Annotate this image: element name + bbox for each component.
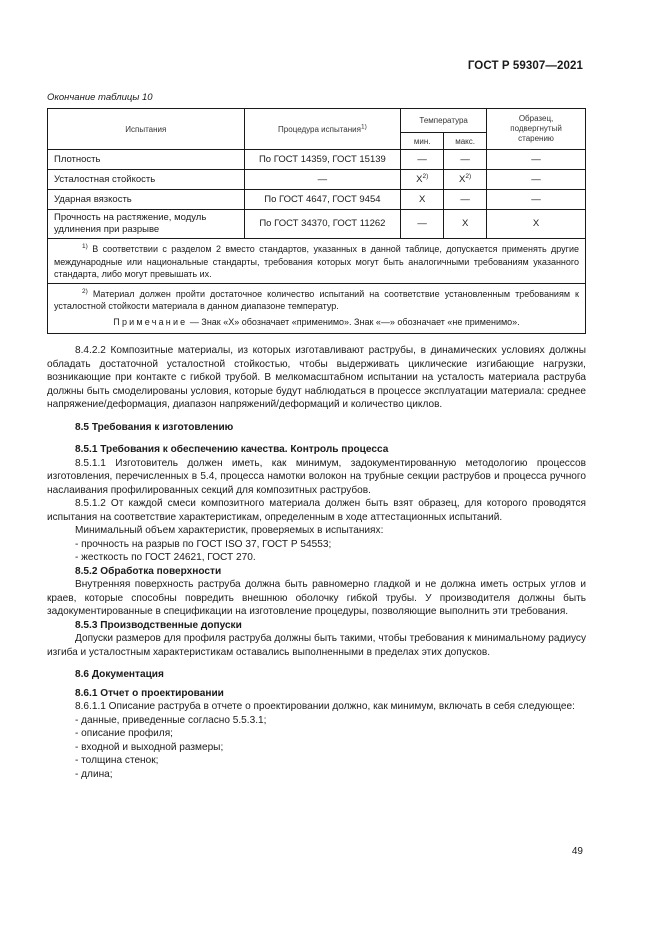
cell-aged: —	[487, 190, 586, 210]
table-footnotes	[48, 283, 586, 334]
cell-test: Прочность на растяжение, модуль удлинения при разрыве	[48, 210, 245, 239]
cell-min: —	[401, 210, 444, 239]
list-item: - описание профиля;	[75, 728, 173, 739]
cell-min: X	[401, 190, 444, 210]
document-body	[47, 344, 586, 781]
table-caption: Окончание таблицы 10	[47, 92, 153, 103]
cell-max: —	[444, 190, 487, 210]
cell-procedure: По ГОСТ 34370, ГОСТ 11262	[244, 210, 401, 239]
paragraph-8-5-1-1: 8.5.1.1 Изготовитель должен иметь, как минимум, задокументированную методологию процессов изготовления, перечисленных в 5.4, процесса намотки волокон на трубные секции раструбов и процесса ручного наслаивания профилированных секций для композитных раструбов.	[47, 457, 586, 496]
cell-test: Плотность	[48, 150, 245, 170]
header-tests: Испытания	[48, 109, 245, 150]
list-item: - входной и выходной размеры;	[75, 741, 224, 753]
header-temp-max: макс.	[444, 133, 487, 150]
paragraph-8-5-1-2: 8.5.1.2 От каждой смеси композитного материала должен быть взят образец, для которого проводятся испытания на соответствие характеристикам, определенным в ходе аттестационных испытаний.	[47, 498, 586, 523]
paragraph-8-5-2: Внутренняя поверхность раструба должна быть равномерно гладкой и не должна иметь острых углов и краев, которые способны повредить внешнюю оболочку гибкой трубы. У производителя должны быть задокументированные в спецификации на изготовление процедуры, позволяющие выполнить эти требования.	[47, 579, 586, 617]
table-row	[48, 210, 586, 239]
heading-8-5: 8.5 Требования к изготовлению	[75, 421, 234, 433]
cell-test: Ударная вязкость	[48, 190, 245, 210]
table-row	[48, 190, 586, 210]
cell-procedure: По ГОСТ 4647, ГОСТ 9454	[244, 190, 401, 210]
table-row	[48, 150, 586, 170]
heading-8-5-1: 8.5.1 Требования к обеспечению качества. Контроль процесса	[75, 444, 389, 455]
cell-max: —	[444, 150, 487, 170]
standard-designation: ГОСТ Р 59307—2021	[467, 60, 583, 72]
list-item: - длина;	[75, 768, 113, 780]
cell-min: —	[401, 150, 444, 170]
list-item: - толщина стенок;	[75, 755, 159, 766]
cell-max: X	[444, 210, 487, 239]
table-row	[48, 170, 586, 190]
cell-test: Усталостная стойкость	[48, 170, 245, 190]
requirements-table	[47, 108, 586, 334]
cell-max: $X^{2)}$	[444, 170, 487, 190]
table-footnotes-row	[48, 239, 586, 284]
page-number: 49	[571, 846, 583, 857]
paragraph-8-4-2-2: 8.4.2.2 Композитные материалы, из которых изготавливают раструбы, в динамических условиях должны обладать достаточной усталостной стойкостью, чтобы выдерживать циклические изгибающие нагрузки, возникающие при контакте с гибкой трубой. В мелкомасштабном испытании на усталость материала раструба должны быть смоделированы условия, которые будут наблюдаться в процессе эксплуатации материала: среднее напряжение/деформация, диапазон напряжений/деформаций и количество циклов.	[47, 345, 586, 410]
footnote-1: $^{1)}$ В соответствии с разделом 2 вместо стандартов, указанных в данной таблице, допускается применять другие международные или национальные стандарты, требования которых могут быть аналогичными требованиям указанного стандарта, либо могут превышать их.	[54, 243, 579, 279]
cell-procedure: По ГОСТ 14359, ГОСТ 15139	[244, 150, 401, 170]
list-item: - данные, приведенные согласно 5.5.3.1;	[75, 714, 267, 726]
header-procedure-footnote-mark: 1)	[360, 122, 367, 130]
paragraph-8-5-3: Допуски размеров для профиля раструба должны быть такими, чтобы требования к минимальному радиусу изгиба и усталостным характеристикам оставались выполненными в пределах этих допусков.	[47, 633, 586, 658]
list-item: - прочность на разрыв по ГОСТ ISO 37, ГОСТ Р 54553;	[75, 538, 332, 550]
heading-8-5-2: 8.5.2 Обработка поверхности	[75, 565, 222, 577]
heading-8-5-3: 8.5.3 Производственные допуски	[75, 619, 242, 631]
cell-aged: —	[487, 170, 586, 190]
header-procedure: Процедура испытания$^{1)}$	[244, 109, 401, 150]
cell-aged: X	[487, 210, 586, 239]
paragraph-8-6-1-1: 8.6.1.1 Описание раструба в отчете о проектировании должно, как минимум, включать в себя следующее:	[75, 701, 575, 712]
header-aged-sample: Образец, подвергнутый старению	[487, 109, 586, 150]
header-temp-min: мин.	[401, 133, 444, 150]
cell-aged: —	[487, 150, 586, 170]
header-temperature: Температура	[401, 109, 487, 133]
heading-8-6-1: 8.6.1 Отчет о проектировании	[75, 687, 224, 699]
heading-8-6: 8.6 Документация	[75, 669, 164, 680]
list-item: - жесткость по ГОСТ 24621, ГОСТ 270.	[75, 552, 256, 563]
paragraph-min-scope: Минимальный объем характеристик, проверяемых в испытаниях:	[75, 525, 384, 536]
table-footnotes-row	[48, 283, 586, 334]
table-note: Примечание — Знак «X» обозначает «применимо». Знак «—» обозначает «не применимо».	[113, 316, 520, 327]
footnote-2: $^{2)}$ Материал должен пройти достаточное количество испытаний на соответствие установленным требованиям к усталостной стойкости материала в данном диапазоне температур.	[54, 287, 579, 311]
table-footnotes	[48, 239, 586, 284]
cell-procedure: —	[244, 170, 401, 190]
cell-min: $X^{2)}$	[401, 170, 444, 190]
